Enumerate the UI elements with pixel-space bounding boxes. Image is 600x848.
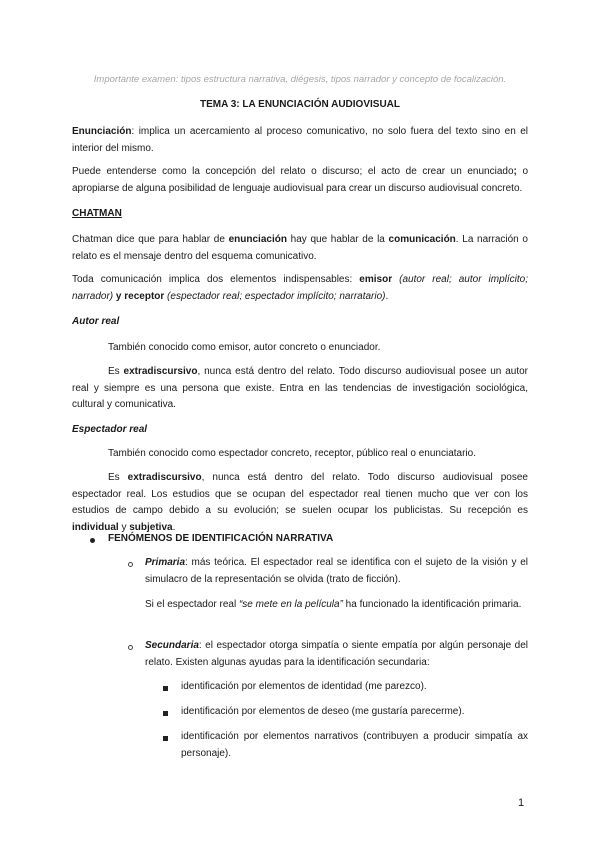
paragraph-autor-real-2 xyxy=(72,364,528,414)
primaria-p2-a: Si el espectador real xyxy=(145,599,239,610)
paragraph-espectador-real-1: También conocido como espectador concreto, receptor, público real o enunciatario. xyxy=(108,448,476,459)
paragraph-entenderse xyxy=(72,164,528,197)
primaria-p2-quote: “se mete en la película” xyxy=(238,599,343,610)
list-item: identificación por elementos de identidad (me parezco). xyxy=(181,681,427,692)
autor-p2-c: , nunca está dentro del relato. Todo discurso audiovisual posee un autor real y siempre es una persona que existe. Entra en las tendencias de investigación sociológica, cultural y comunicativa. xyxy=(72,366,528,410)
primaria-text: : más teórica. El espectador real se identifica con el sujeto de la visión y el simulacro de la representación se olvida (trato de ficción). xyxy=(145,557,528,585)
paragraph-chatman-2 xyxy=(72,272,528,305)
espectador-p2-extradiscursivo: extradiscursivo xyxy=(127,472,202,483)
paragraph-primaria-2 xyxy=(145,597,528,614)
paragraph-espectador-real-2 xyxy=(72,470,528,536)
heading-autor-real: Autor real xyxy=(72,316,120,327)
espectador-p2-g: . xyxy=(172,521,176,533)
bullet-circle-icon xyxy=(128,562,133,567)
document-title: TEMA 3: LA ENUNCIACIÓN AUDIOVISUAL xyxy=(200,99,400,110)
term-secundaria: Secundaria xyxy=(145,640,199,651)
bullet-square-icon xyxy=(163,736,168,741)
bullet-circle-icon xyxy=(128,645,133,650)
chatman-p2-emisor-list: (autor real; autor implícito; narrador) xyxy=(72,274,529,302)
entenderse-text-2: o apropiarse de alguna posibilidad de lenguaje audiovisual para crear un discurso audiovisual concreto. xyxy=(72,166,529,194)
heading-chatman: CHATMAN xyxy=(72,208,122,219)
heading-espectador-real: Espectador real xyxy=(72,424,148,435)
chatman-p2-f: . xyxy=(385,290,389,302)
chatman-p1-comunicacion: comunicación xyxy=(388,234,456,245)
bullet-dot-icon xyxy=(90,538,95,543)
chatman-p2-receptor-list: (espectador real; espectador implícito; narratario) xyxy=(164,290,386,302)
bullet-square-icon xyxy=(163,711,168,716)
autor-p2-extradiscursivo: extradiscursivo xyxy=(123,366,198,377)
term-primaria: Primaria xyxy=(145,557,186,568)
paragraph-enunciacion xyxy=(72,124,528,157)
term-enunciacion: Enunciación xyxy=(72,126,132,137)
entenderse-text-1: Puede entenderse como la concepción del relato o discurso; el acto de crear un enunciado xyxy=(72,166,514,177)
espectador-p2-c: , nunca está dentro del relato. Todo discurso audiovisual posee espectador real. Los estudios que se ocupan del espectador real tienen mucho que ver con los estudios de campo debido a su evolución; se suelen ocupar los publicistas. Su recepción es xyxy=(72,472,528,516)
entenderse-semicolon: ; xyxy=(513,166,517,177)
espectador-p2-individual: individual xyxy=(72,521,119,533)
page-number: 1 xyxy=(518,797,525,809)
bullet-square-icon xyxy=(163,686,168,691)
item-primaria xyxy=(145,555,528,588)
chatman-p2-receptor: y receptor xyxy=(113,290,165,302)
chatman-p2-a: Toda comunicación implica dos elementos indispensables: xyxy=(72,274,360,285)
espectador-p2-e: y xyxy=(118,521,130,533)
autor-p2-a: Es xyxy=(108,366,124,377)
list-item: identificación por elementos narrativos (contribuyen a producir simpatía ax personaje). xyxy=(181,731,528,759)
espectador-p2-a: Es xyxy=(108,472,128,483)
chatman-p1-enunciacion: enunciación xyxy=(228,234,287,245)
paragraph-autor-real-1: También conocido como emisor, autor concreto o enunciador. xyxy=(108,342,381,353)
paragraph-chatman-1 xyxy=(72,232,528,265)
enunciacion-text: : implica un acercamiento al proceso comunicativo, no solo fuera del texto sino en el interior del mismo. xyxy=(72,126,528,154)
item-secundaria xyxy=(145,638,528,671)
chatman-p1-c: hay que hablar de la xyxy=(286,234,389,245)
chatman-p2-emisor: emisor xyxy=(359,274,393,285)
chatman-p1-e: . La narración o relato es el mensaje dentro del esquema comunicativo. xyxy=(72,234,528,262)
primaria-p2-c: ha funcionado la identificación primaria. xyxy=(342,599,522,610)
chatman-p1-a: Chatman dice que para hablar de xyxy=(72,234,229,245)
heading-fenomenos: FENÓMENOS DE IDENTIFICACIÓN NARRATIVA xyxy=(108,533,334,544)
espectador-p2-subjetiva: subjetiva xyxy=(129,521,173,533)
header-note: Importante examen: tipos estructura narrativa, diégesis, tipos narrador y concepto de focalización. xyxy=(93,74,507,85)
list-item: identificación por elementos de deseo (me gustaría parecerme). xyxy=(181,706,465,717)
secundaria-text: : el espectador otorga simpatía o siente empatía por algún personaje del relato. Existen algunas ayudas para la identificación secundaria: xyxy=(145,640,528,668)
